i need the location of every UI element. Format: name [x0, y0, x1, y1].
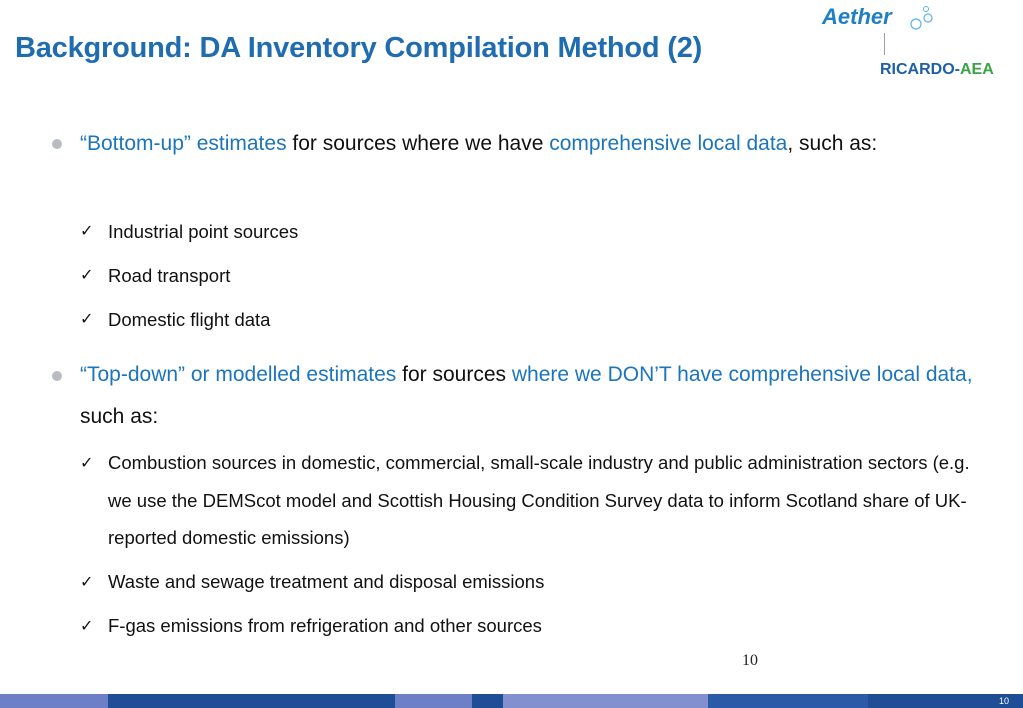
bullet-2-text: [80, 354, 980, 438]
slide-title: Background: DA Inventory Compilation Method (2): [15, 32, 703, 64]
bullet-2-part-1: “Top-down” or modelled estimates: [80, 363, 397, 386]
footer-segment: [708, 694, 868, 708]
list-item: Domestic flight data: [108, 309, 271, 330]
footer-segment: [108, 694, 395, 708]
ricardo-logo-text: RICARDO: [880, 61, 955, 78]
footer-segment: [0, 694, 108, 708]
page-number: 10: [742, 652, 758, 669]
list-item: Waste and sewage treatment and disposal emissions: [108, 571, 545, 592]
ricardo-aea-logo: [880, 61, 994, 79]
bullet-1-part-1: “Bottom-up” estimates: [80, 132, 287, 155]
logo-dash: -: [954, 61, 960, 78]
footer-segment: [472, 694, 503, 708]
footer-segment: [503, 694, 708, 708]
footer-segment: [395, 694, 472, 708]
checkmark-icon: ✓: [80, 223, 94, 240]
bullet-2-part-4: such as:: [80, 405, 159, 428]
bullet-2-part-3: where we DON’T have comprehensive local data,: [511, 363, 973, 386]
checkmark-icon: ✓: [80, 618, 94, 635]
bullet-1-text: [80, 123, 980, 165]
bullet-1-part-4: , such as:: [787, 132, 878, 155]
footer-page-number: 10: [998, 696, 1009, 706]
checkmark-icon: ✓: [80, 311, 94, 328]
bullet-dot: [52, 139, 62, 149]
footer-bar: [0, 694, 1023, 708]
logo-divider: [884, 33, 885, 55]
bubbles-icon: [908, 4, 938, 32]
bullet-dot: [52, 371, 62, 381]
bullet-1-part-2: for sources where we have: [286, 132, 550, 155]
bullet-2-part-2: for sources: [396, 363, 512, 386]
checkmark-icon: ✓: [80, 267, 94, 284]
aea-logo-text: AEA: [960, 61, 994, 78]
list-item: Combustion sources in domestic, commercial, small-scale industry and public administration sectors (e.g. we use the DEMScot model and Scottish Housing Condition Survey data to inform Scotland share of UK-reported domestic emissions): [108, 452, 970, 548]
aether-logo-text: Aether: [822, 4, 892, 29]
checkmark-icon: ✓: [80, 574, 94, 591]
list-item: Industrial point sources: [108, 221, 299, 242]
list-item: F-gas emissions from refrigeration and other sources: [108, 615, 542, 636]
checkmark-icon: ✓: [80, 455, 94, 472]
list-item: Road transport: [108, 265, 231, 286]
bullet-1-part-3: comprehensive local data: [549, 132, 788, 155]
